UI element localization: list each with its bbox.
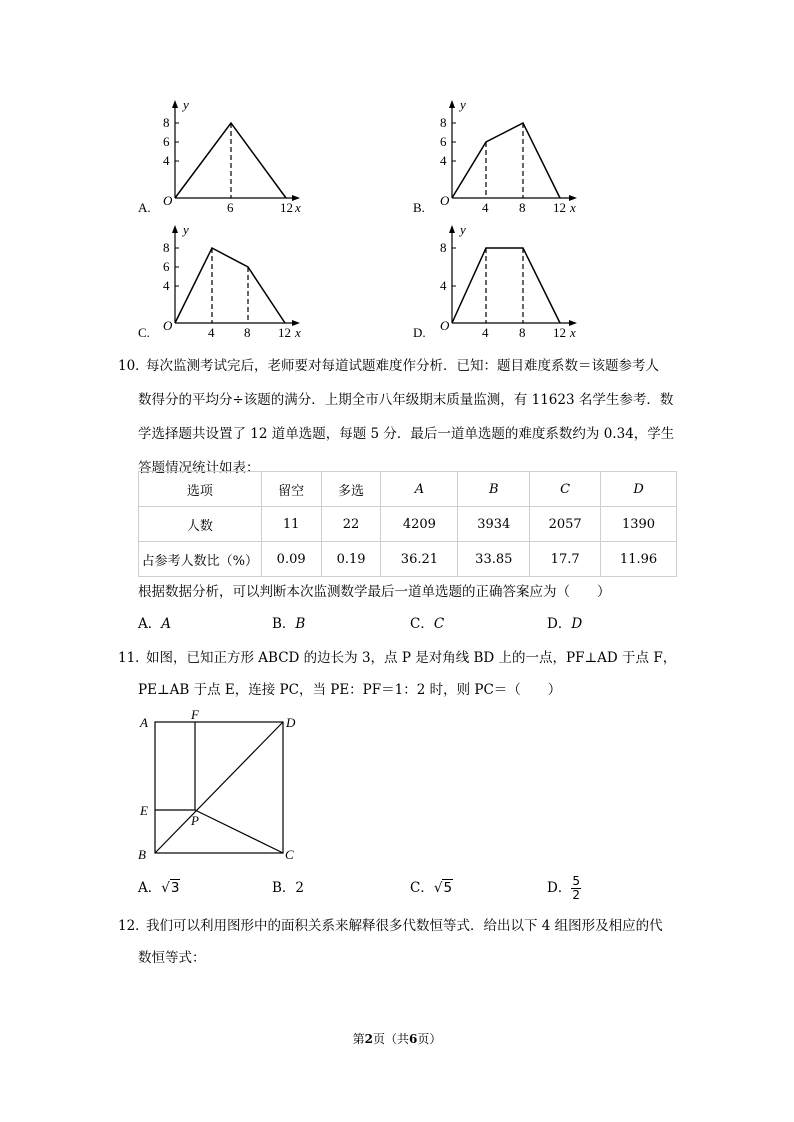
table-cell: 11.96	[601, 542, 677, 577]
q11-square-figure	[130, 705, 310, 865]
q10-question: 根据数据分析，可以判断本次监测数学最后一道单选题的正确答案应为（ ）	[138, 584, 611, 600]
option-value: C	[433, 616, 445, 632]
footer-prefix: 第	[352, 1032, 365, 1046]
table-row	[139, 507, 677, 542]
graph-a-y-label: y	[183, 97, 189, 112]
point-p-label: P	[191, 813, 199, 828]
q11-line2: PE⊥AB 于点 E，连接 PC，当 PE：PF＝1：2 时，则 PC＝（ ）	[138, 682, 562, 698]
fraction-denominator: 2	[572, 888, 580, 902]
fraction-numerator: 5	[572, 874, 580, 888]
q11-option-d[interactable]	[547, 872, 581, 904]
option-label: C．	[410, 616, 434, 632]
point-b-label: B	[138, 847, 146, 862]
graph-d-ytick: 4	[440, 278, 447, 293]
graph-d-x-label: x	[570, 325, 576, 340]
q10-option-d[interactable]	[547, 608, 582, 640]
graph-c-ytick: 4	[163, 278, 170, 293]
q10-option-b[interactable]	[272, 608, 305, 640]
graph-d-origin: O	[440, 318, 450, 333]
graph-b-ytick: 8	[440, 115, 447, 130]
graph-c-ytick: 6	[163, 259, 170, 274]
option-label: A．	[138, 616, 162, 632]
graph-d-xtick: 8	[519, 325, 526, 340]
option-label: B．	[272, 616, 296, 632]
table-header-cell: 多选	[321, 472, 381, 507]
q10-option-c[interactable]	[410, 608, 444, 640]
table-header-cell: 选项	[139, 472, 262, 507]
q12-number: 12．	[118, 918, 149, 934]
sqrt-symbol: √5	[433, 880, 453, 896]
graph-a-x-label: x	[295, 200, 301, 215]
option-value: D	[571, 616, 583, 632]
graph-a-ytick: 4	[163, 153, 170, 168]
graph-c-xtick: 4	[208, 325, 215, 340]
point-a-label: A	[140, 715, 148, 730]
table-header-cell: A	[381, 472, 458, 507]
segment-pc	[195, 810, 283, 853]
graph-d-xtick: 4	[482, 325, 489, 340]
graph-d	[407, 220, 597, 345]
graph-b-xtick: 8	[519, 200, 526, 215]
graph-d-letter: D.	[413, 325, 426, 340]
q11-option-c[interactable]	[410, 872, 453, 904]
table-cell: 占参考人数比（%）	[139, 542, 262, 577]
table-header-cell: B	[458, 472, 530, 507]
table-cell: 1390	[601, 507, 677, 542]
graph-a-letter: A.	[138, 200, 151, 215]
footer-page-number: 2	[364, 1032, 373, 1046]
graph-a-xtick: 6	[227, 200, 234, 215]
q10-option-a[interactable]	[138, 608, 171, 640]
q10-line3: 学选择题共设置了 12 道单选题，每题 5 分．最后一道单选题的难度系数约为 0.34，学生	[138, 426, 675, 442]
option-label: C．	[410, 880, 434, 896]
radicand: 3	[170, 880, 180, 896]
table-cell: 0.19	[321, 542, 381, 577]
q10-line2: 数得分的平均分÷该题的满分．上期全市八年级期末质量监测，有 11623 名学生参考．数	[138, 392, 674, 408]
q11-line1: 如图，已知正方形 ABCD 的边长为 3，点 P 是对角线 BD 上的一点，PF⊥AD 于点 F，	[146, 650, 677, 666]
table-cell: 4209	[381, 507, 458, 542]
graph-b-ytick: 4	[440, 153, 447, 168]
option-label: B．	[272, 880, 296, 896]
q12-line2: 数恒等式：	[138, 950, 206, 966]
option-value: 2	[295, 880, 305, 896]
point-f-label: F	[191, 707, 199, 722]
q10-stats-table	[138, 471, 677, 577]
option-label: D．	[547, 616, 572, 632]
graph-a-ytick: 8	[163, 115, 170, 130]
graph-c-origin: O	[163, 318, 173, 333]
q11-option-a[interactable]	[138, 872, 180, 904]
point-d-label: D	[286, 715, 296, 730]
page-footer	[0, 1030, 794, 1047]
graph-c	[130, 220, 320, 345]
graph-a	[130, 95, 320, 220]
graph-a-xtick: 12	[280, 200, 293, 215]
graph-d-ytick: 8	[440, 240, 447, 255]
option-label: D．	[547, 880, 572, 896]
graph-a-ytick: 6	[163, 134, 170, 149]
table-cell: 22	[321, 507, 381, 542]
table-cell: 0.09	[261, 542, 321, 577]
table-cell: 11	[261, 507, 321, 542]
graph-d-line	[452, 248, 560, 323]
footer-middle: 页（共	[372, 1032, 409, 1046]
table-cell: 2057	[530, 507, 601, 542]
table-header-cell: C	[530, 472, 601, 507]
graph-b-xtick: 12	[553, 200, 566, 215]
table-row	[139, 542, 677, 577]
graph-b-origin: O	[440, 193, 450, 208]
graph-b-xtick: 4	[482, 200, 489, 215]
graph-b-y-label: y	[460, 97, 466, 112]
option-value: B	[295, 616, 306, 632]
graph-c-y-label: y	[183, 222, 189, 237]
table-header-row	[139, 472, 677, 507]
point-c-label: C	[285, 847, 294, 862]
option-value: A	[161, 616, 171, 632]
q10-line4: 答题情况统计如表：	[138, 460, 260, 476]
footer-total-pages: 6	[409, 1032, 418, 1046]
sqrt-symbol: √3	[161, 880, 180, 896]
table-cell: 3934	[458, 507, 530, 542]
q12-line1: 我们可以利用图形中的面积关系来解释很多代数恒等式．给出以下 4 组图形及相应的代	[146, 918, 663, 934]
table-header-cell: D	[601, 472, 677, 507]
graph-d-xtick: 12	[553, 325, 566, 340]
graph-b-ytick: 6	[440, 134, 447, 149]
graph-c-line	[175, 248, 285, 323]
graph-c-xtick: 8	[244, 325, 251, 340]
q10-line1: 每次监测考试完后，老师要对每道试题难度作分析．已知：题目难度系数＝该题参考人	[146, 358, 659, 374]
graph-b-x-label: x	[570, 200, 576, 215]
diagonal-bd	[155, 722, 283, 853]
footer-suffix: 页）	[417, 1032, 442, 1046]
graph-b-line	[452, 123, 560, 198]
graph-b-letter: B.	[413, 200, 425, 215]
table-cell: 36.21	[381, 542, 458, 577]
table-cell: 17.7	[530, 542, 601, 577]
graph-b	[407, 95, 597, 220]
radicand: 5	[443, 880, 453, 896]
point-e-label: E	[140, 803, 148, 818]
graph-c-letter: C.	[138, 325, 150, 340]
graph-c-x-label: x	[295, 325, 301, 340]
graph-a-origin: O	[163, 193, 173, 208]
graph-d-y-label: y	[460, 222, 466, 237]
q10-number: 10．	[118, 358, 149, 374]
table-header-cell: 留空	[261, 472, 321, 507]
fraction	[571, 875, 581, 902]
q11-number: 11．	[118, 650, 149, 666]
graph-c-xtick: 12	[278, 325, 291, 340]
table-cell: 33.85	[458, 542, 530, 577]
option-label: A．	[138, 880, 162, 896]
graph-c-ytick: 8	[163, 240, 170, 255]
q11-option-b[interactable]	[272, 872, 304, 904]
table-cell: 人数	[139, 507, 262, 542]
